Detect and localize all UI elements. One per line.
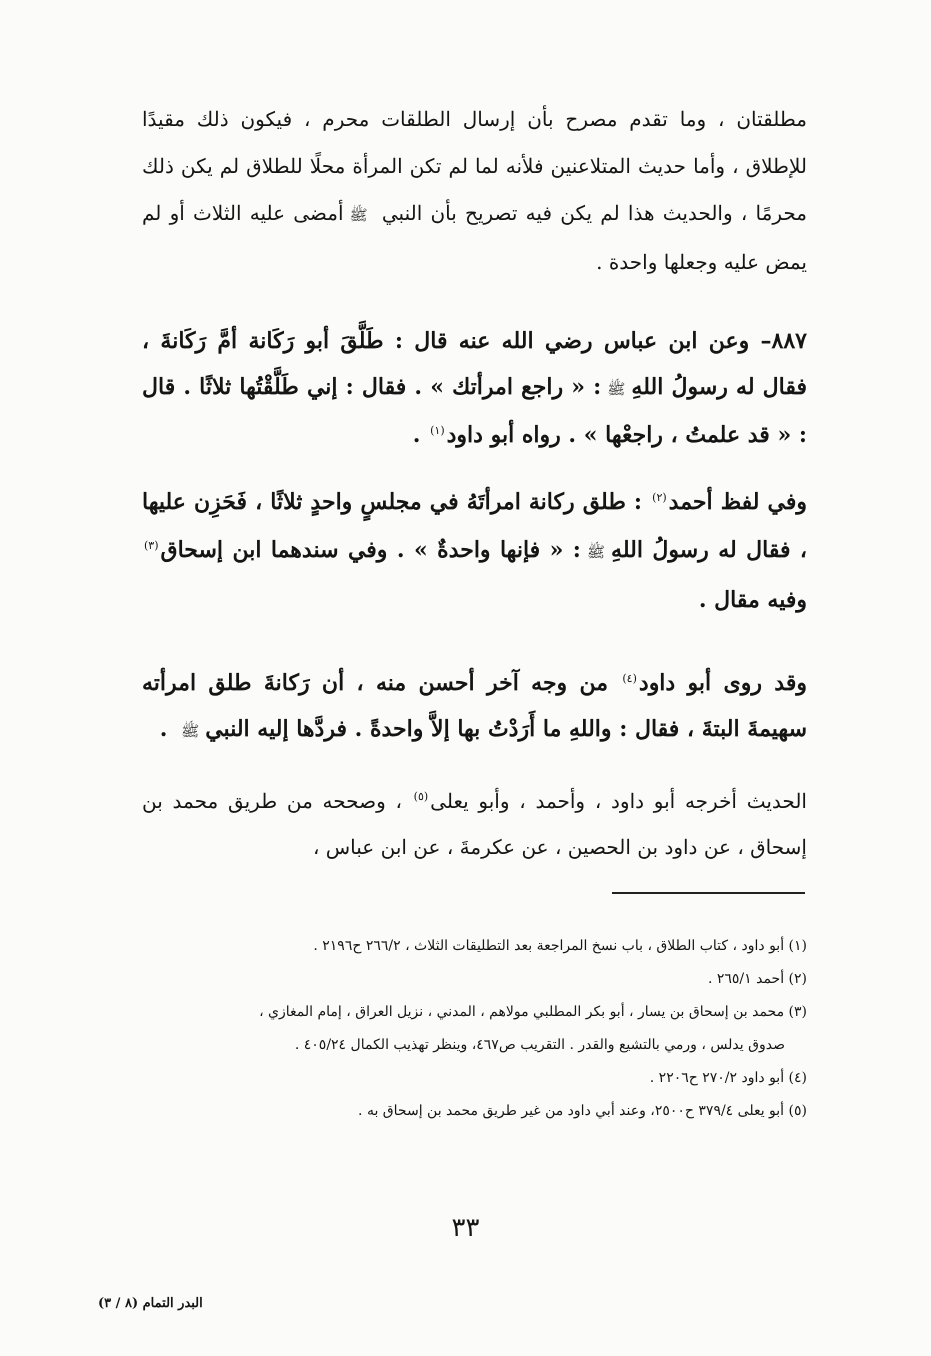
book-footer: البدر التمام (٨ / ٣) (98, 1296, 203, 1311)
salawat-symbol: ﷺ (586, 543, 606, 561)
paragraph-commentary-1: مطلقتان ، وما تقدم مصرح بأن إرسال الطلقات محرم ، فيكون ذلك مقيدًا للإطلاق ، وأما حديث المتلاعنين فلأنه لما لم تكن المرأة محلًا للطلاق لم يكن ذلك محرمًا ، والحديث هذا لم يكن فيه تصريح بأن النبي ﷺأمضى عليه الثلاث أو لم يمض عليه وجعلها واحدة . (142, 107, 807, 274)
footnote-ref-5[interactable]: (٥) (413, 790, 429, 803)
footnote-ref-3[interactable]: (٣) (144, 539, 159, 552)
footnote-ref-4[interactable]: (٤) (622, 672, 637, 685)
footnotes (142, 930, 807, 1128)
footnote-ref-1[interactable]: (١) (430, 424, 445, 437)
footnote-3-continued: صدوق يدلس ، ورمي بالتشيع والقدر . التقريب ص٤٦٧، وينظر تهذيب الكمال ٤٠٥/٢٤ . (294, 1037, 785, 1053)
footnote-4: (٤) أبو داود ٢٧٠/٢ ح٢٢٠٦ . (649, 1070, 807, 1086)
footnote-1: (١) أبو داود ، كتاب الطلاق ، باب نسخ المراجعة بعد التطليقات الثلاث ، ٢٦٦/٢ ح٢١٩٦ . (313, 938, 807, 954)
footnote-5: (٥) أبو يعلى ٣٧٩/٤ ح٢٥٠٠، وعند أبي داود من غير طريق محمد بن إسحاق به . (358, 1103, 807, 1119)
salawat-symbol: ﷺ (607, 380, 626, 398)
footnote-divider (612, 892, 805, 894)
salawat-symbol: ﷺ (349, 206, 368, 224)
hadith-887: ٨٨٧– وعن ابن عباس رضي الله عنه قال : طَلَّقَ أبو رَكَانة أمَّ رَكَانةَ ، فقال له رسولُ اللهِﷺ: « راجع امرأتك » . فقال : إني طَلَّقْتُها ثلاثًا . قال : « قد علمتُ ، راجعْها » . رواه أبو داود$^{(١)}$ . (142, 328, 807, 448)
hadith-ahmad-version: وفي لفظ أحمد$^{(٢)}$ : طلق ركانة امرأتَهُ في مجلسٍ واحدٍ ثلاثًا ، فَحَزِن عليها ، فقال له رسولُ اللهِﷺ: « فإنها واحدةٌ » . وفي سندهما ابن إسحاق$^{(٣)}$ وفيه مقال . (142, 489, 807, 613)
paragraph-commentary-2: الحديث أخرجه أبو داود ، وأحمد ، وأبو يعلى$^{(٥)}$ ، وصححه من طريق محمد بن إسحاق ، عن داود بن الحصين ، عن عكرمةَ ، عن ابن عباس ، (142, 789, 807, 859)
page-number: ٣٣ (451, 1213, 480, 1243)
salawat-symbol: ﷺ (181, 722, 200, 740)
footnote-2: (٢) أحمد ٢٦٥/١ . (707, 971, 807, 987)
hadith-abu-dawud-version: وقد روى أبو داود$^{(٤)}$ من وجه آخر أحسن منه ، أن رَكانةَ طلق امرأته سهيمةَ البتةَ ، فقال : واللهِ ما أَرَدْتُ بها إلاَّ واحدةً . فردَّها إليه النبيﷺ . (142, 670, 807, 742)
footnote-ref-2[interactable]: (٢) (652, 491, 667, 504)
footnote-3: (٣) محمد بن إسحاق بن يسار ، أبو بكر المطلبي مولاهم ، المدني ، نزيل العراق ، إمام المغازي ، (259, 1004, 807, 1020)
